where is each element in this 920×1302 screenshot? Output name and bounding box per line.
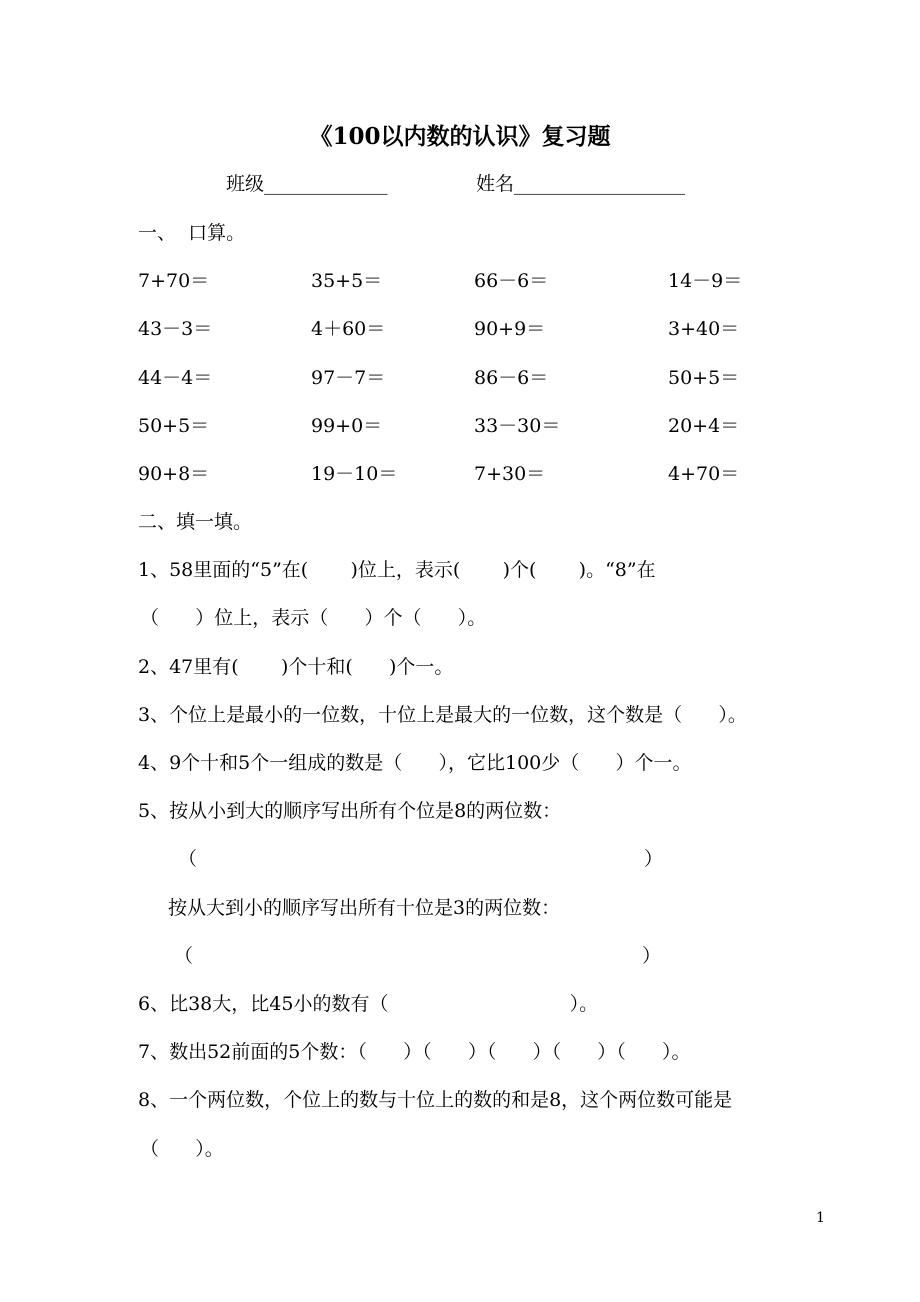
- name-field-label: 姓名__________________: [476, 173, 686, 195]
- calc-item: 90+8＝: [138, 463, 210, 485]
- calc-item: 43－3＝: [138, 318, 213, 340]
- calc-item: 50+5＝: [138, 415, 210, 437]
- question-6: 6、比38大，比45小的数有（ ）。: [138, 993, 599, 1015]
- calc-item: 14－9＝: [668, 270, 743, 292]
- calc-item: 66－6＝: [474, 270, 549, 292]
- calc-item: 20+4＝: [668, 415, 740, 437]
- section1-heading: 一、 口算。: [138, 222, 246, 244]
- calc-item: 19－10＝: [311, 463, 398, 485]
- calc-item: 44－4＝: [138, 367, 213, 389]
- question-4: 4、9个十和5个一组成的数是（ ），它比100少（ ）个一。: [138, 752, 692, 774]
- question-5: 5、按从小到大的顺序写出所有个位是8的两位数：: [138, 800, 562, 822]
- question-3: 3、个位上是最小的一位数，十位上是最大的一位数，这个数是（ ）。: [138, 704, 747, 726]
- question-1-line-1: 1、58里面的“5”在( )位上，表示( )个( )。“8”在: [138, 559, 656, 581]
- class-field-label: 班级_____________: [226, 173, 388, 195]
- calc-item: 35+5＝: [311, 270, 383, 292]
- calc-item: 7+70＝: [138, 270, 210, 292]
- question-5b-answer-close: ）: [642, 945, 662, 967]
- calc-item: 3+40＝: [668, 318, 740, 340]
- calc-item: 97－7＝: [311, 367, 386, 389]
- page-number: 1: [816, 1210, 825, 1226]
- question-8-line-1: 8、一个两位数，个位上的数与十位上的数的和是8，这个两位数可能是: [138, 1089, 733, 1111]
- section2-heading: 二、填一填。: [138, 511, 253, 533]
- calc-item: 99+0＝: [311, 415, 383, 437]
- calc-item: 86－6＝: [474, 367, 549, 389]
- calc-item: 33－30＝: [474, 415, 561, 437]
- calc-item: 4+70＝: [668, 463, 740, 485]
- question-2: 2、47里有( )个十和( )个一。: [138, 656, 454, 678]
- question-8-line-2: （ ）。: [140, 1138, 224, 1160]
- calc-item: 7+30＝: [474, 463, 546, 485]
- question-5b: 按从大到小的顺序写出所有十位是3的两位数：: [168, 897, 561, 919]
- calc-item: 4＋60＝: [311, 318, 386, 340]
- question-5b-answer-open: （: [174, 945, 194, 967]
- question-5-answer-open: （: [178, 848, 198, 870]
- calc-item: 90+9＝: [474, 318, 546, 340]
- question-1-line-2: （ ）位上，表示（ ）个（ ）。: [140, 607, 487, 629]
- question-5-answer-close: ）: [644, 848, 664, 870]
- question-7: 7、数出52前面的5个数：（ ）（ ）（ ）（ ）（ ）。: [138, 1041, 691, 1063]
- page-title: 《100以内数的认识》复习题: [309, 123, 611, 150]
- calc-item: 50+5＝: [668, 367, 740, 389]
